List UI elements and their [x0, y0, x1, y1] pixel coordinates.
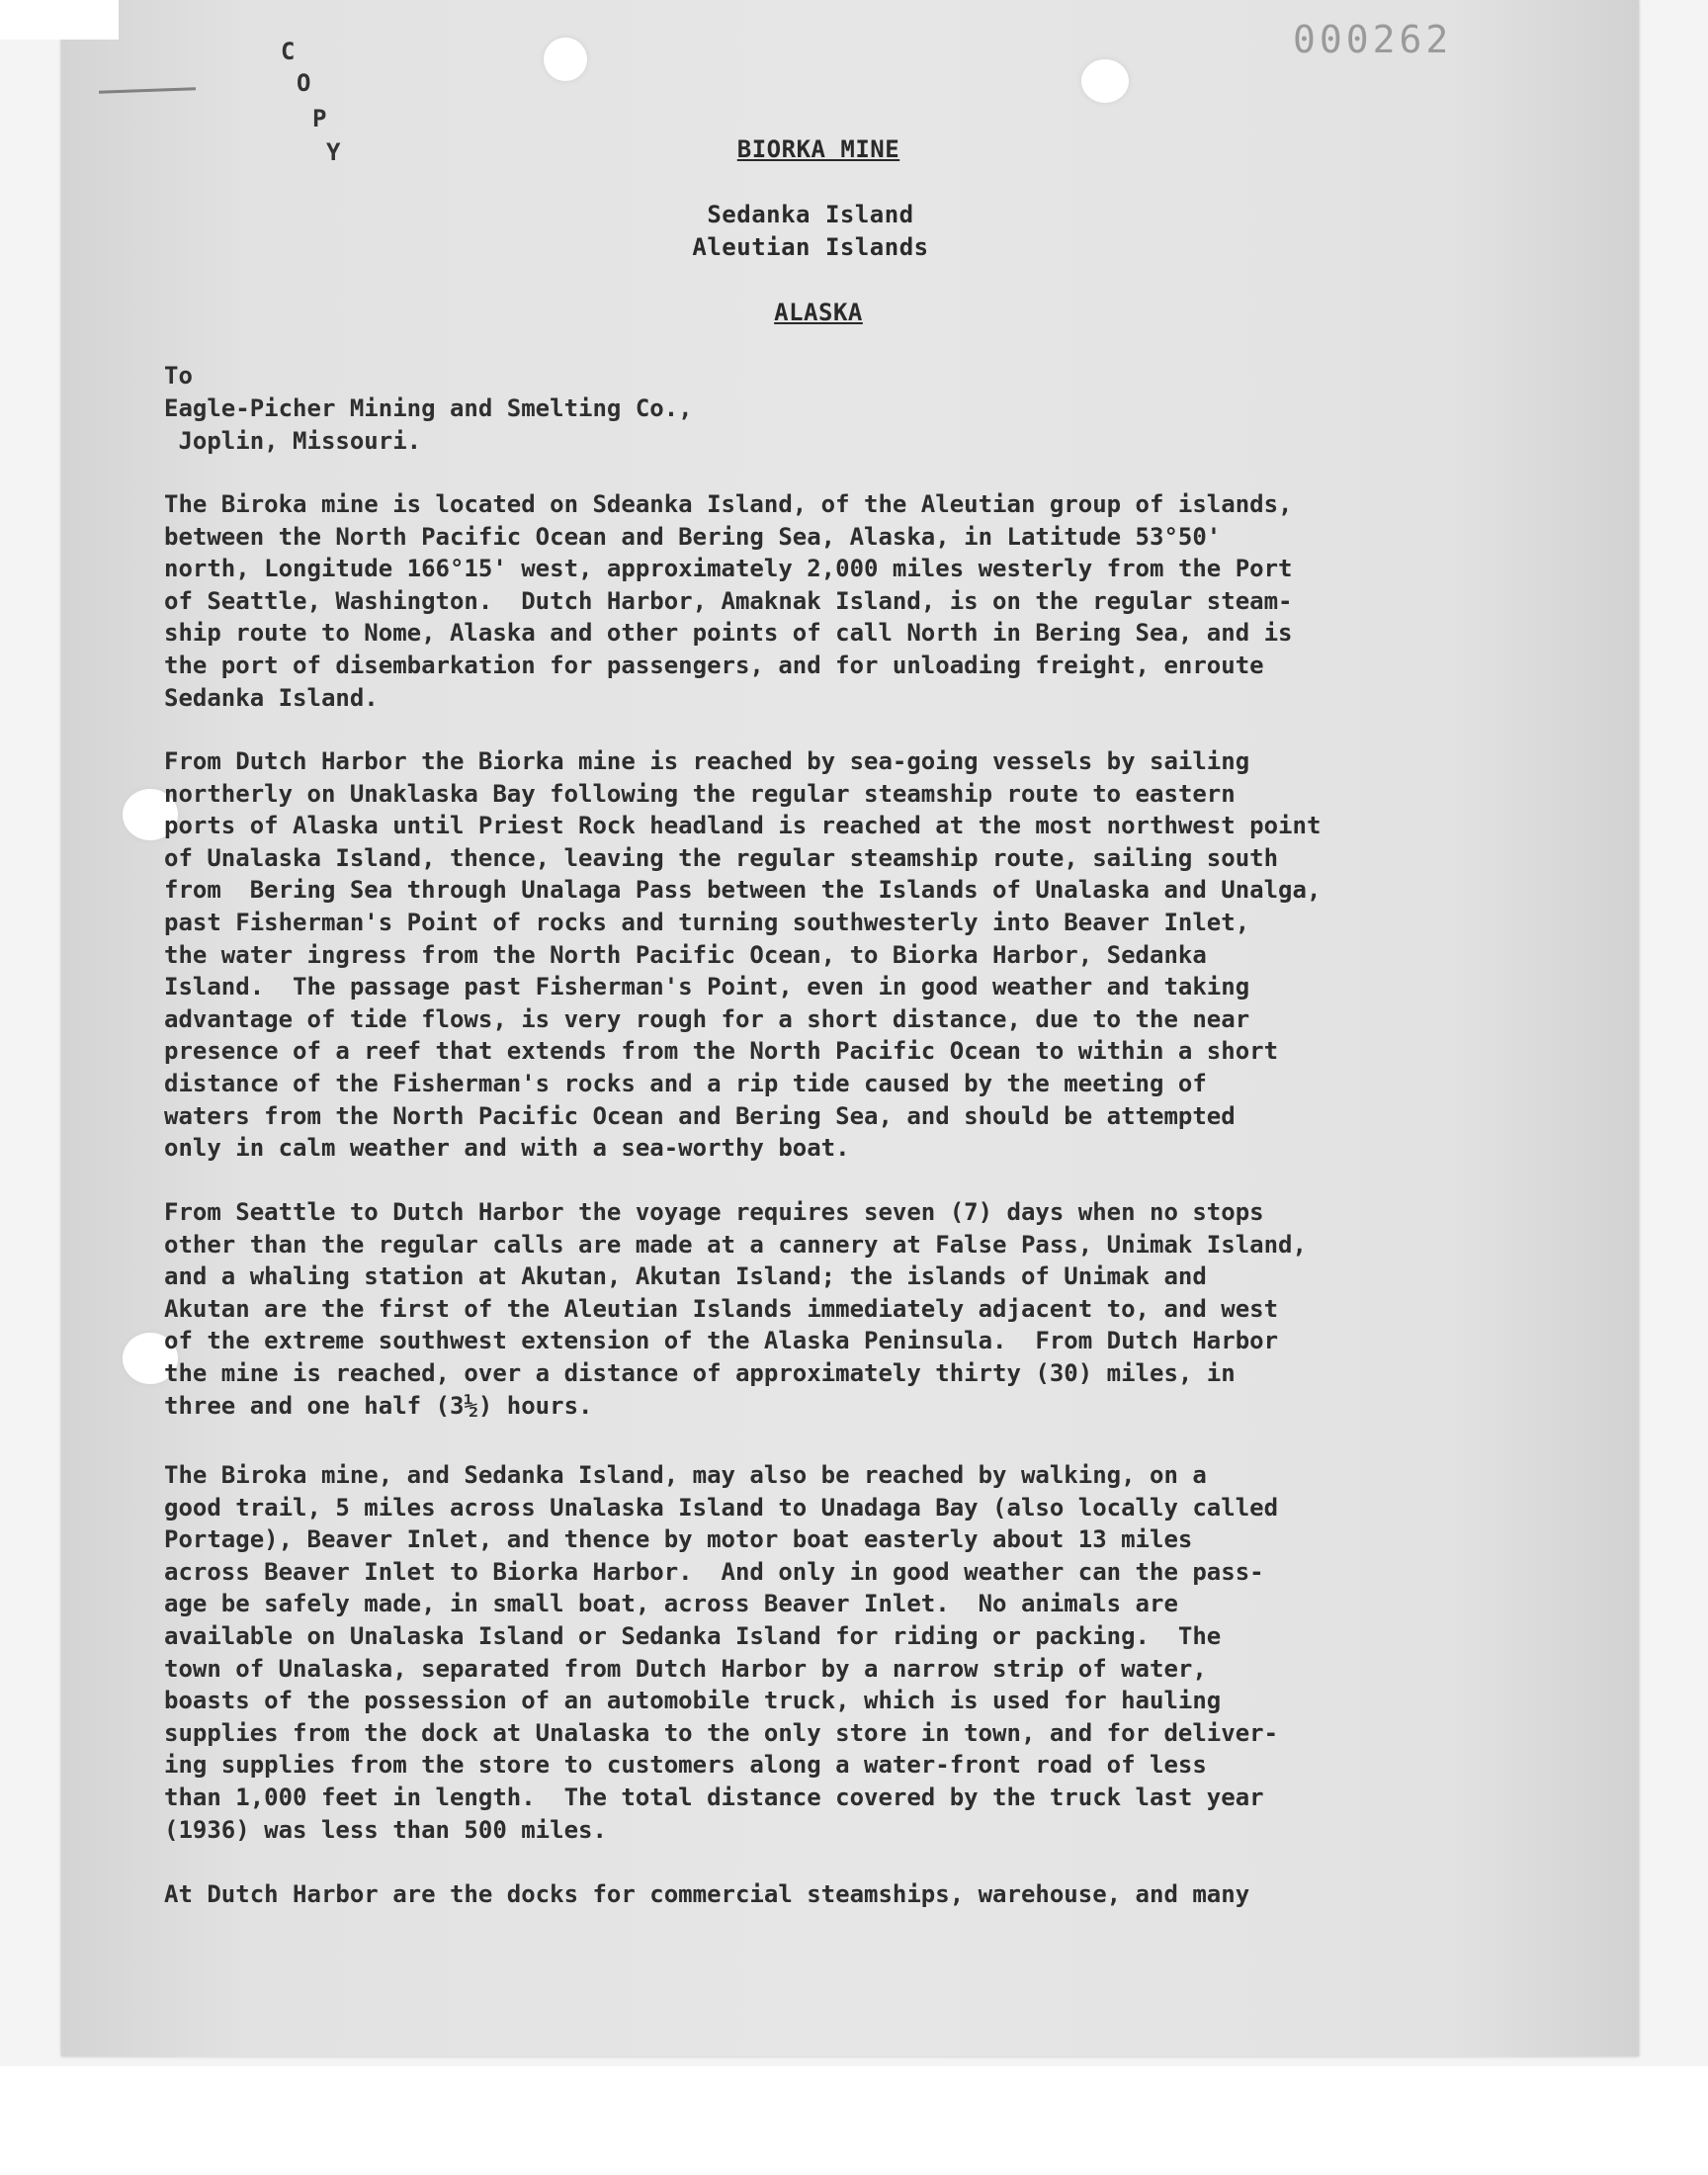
body-paragraph: At Dutch Harbor are the docks for commercial steamships, warehouse, and many: [164, 1880, 1250, 1908]
page-margin-bottom: [0, 2066, 1708, 2175]
addressee-block: To Eagle-Picher Mining and Smelting Co., Joplin, Missouri.: [164, 362, 693, 455]
copy-mark-letter: Y: [326, 138, 341, 166]
punch-hole: [1081, 59, 1129, 103]
copy-mark-letter: C: [281, 38, 296, 65]
document-subtitle: Sedanka Island: [707, 201, 914, 228]
document-stamp-number: 000262: [1293, 18, 1453, 61]
copy-mark-letter: P: [312, 105, 327, 132]
copy-mark-letter: O: [297, 69, 311, 97]
page-corner: [0, 0, 119, 40]
body-paragraph: From Dutch Harbor the Biorka mine is reached by sea-going vessels by sailing northerly on Unaklaska Bay following the regular steamship route to eastern ports of Alaska until Priest Rock headland is reached at the most northwest point of Unalaska Island, thence, leaving the regular steamship route, sailing south from Bering Sea through Unalaga Pass between the Islands of Unalaska and Unalga, past Fisherman's Point of rocks and turning southwesterly into Beaver Inlet, the water ingress from the North Pacific Ocean, to Biorka Harbor, Sedanka Island. The passage past Fisherman's Point, even in good weather and taking advantage of tide flows, is very rough for a short distance, due to the near presence of a reef that extends from the North Pacific Ocean to within a short distance of the Fisherman's rocks and a rip tide caused by the meeting of waters from the North Pacific Ocean and Bering Sea, and should be attempted only in calm weather and with a sea-worthy boat.: [164, 747, 1322, 1163]
punch-hole: [544, 38, 587, 81]
body-paragraph: The Biroka mine is located on Sdeanka Island, of the Aleutian group of islands, between the North Pacific Ocean and Bering Sea, Alaska, in Latitude 53°50' north, Longitude 166°15' west, approximately 2,000 miles westerly from the Port of Seattle, Washington. Dutch Harbor, Amaknak Island, is on the regular steam- ship route to Nome, Alaska and other points of call North in Bering Sea, and is the port of disembarkation for passengers, and for unloading freight, enroute Sedanka Island.: [164, 490, 1293, 712]
document-state-heading: ALASKA: [774, 299, 863, 326]
document-title: BIORKA MINE: [736, 135, 900, 163]
body-paragraph: From Seattle to Dutch Harbor the voyage requires seven (7) days when no stops other than the regular calls are made at a cannery at False Pass, Unimak Island, and a whaling station at Akutan, Akutan Island; the islands of Unimak and Akutan are the first of the Aleutian Islands immediately adjacent to, and west of the extreme southwest extension of the Alaska Peninsula. From Dutch Harbor the mine is reached, over a distance of approximately thirty (30) miles, in three and one half (3½) hours.: [164, 1198, 1307, 1420]
document-subtitle: Aleutian Islands: [692, 233, 929, 261]
body-paragraph: The Biroka mine, and Sedanka Island, may also be reached by walking, on a good trail, 5 miles across Unalaska Island to Unadaga Bay (also locally called Portage), Beaver Inlet, and thence by motor boat easterly about 13 miles across Beaver Inlet to Biorka Harbor. And only in good weather can the pass- age be safely made, in small boat, across Beaver Inlet. No animals are available on Unalaska Island or Sedanka Island for riding or packing. The town of Unalaska, separated from Dutch Harbor by a narrow strip of water, boasts of the possession of an automobile truck, which is used for hauling supplies from the dock at Unalaska to the only store in town, and for deliver- ing supplies from the store to customers along a water-front road of less than 1,000 feet in length. The total distance covered by the truck last year (1936) was less than 500 miles.: [164, 1461, 1279, 1844]
